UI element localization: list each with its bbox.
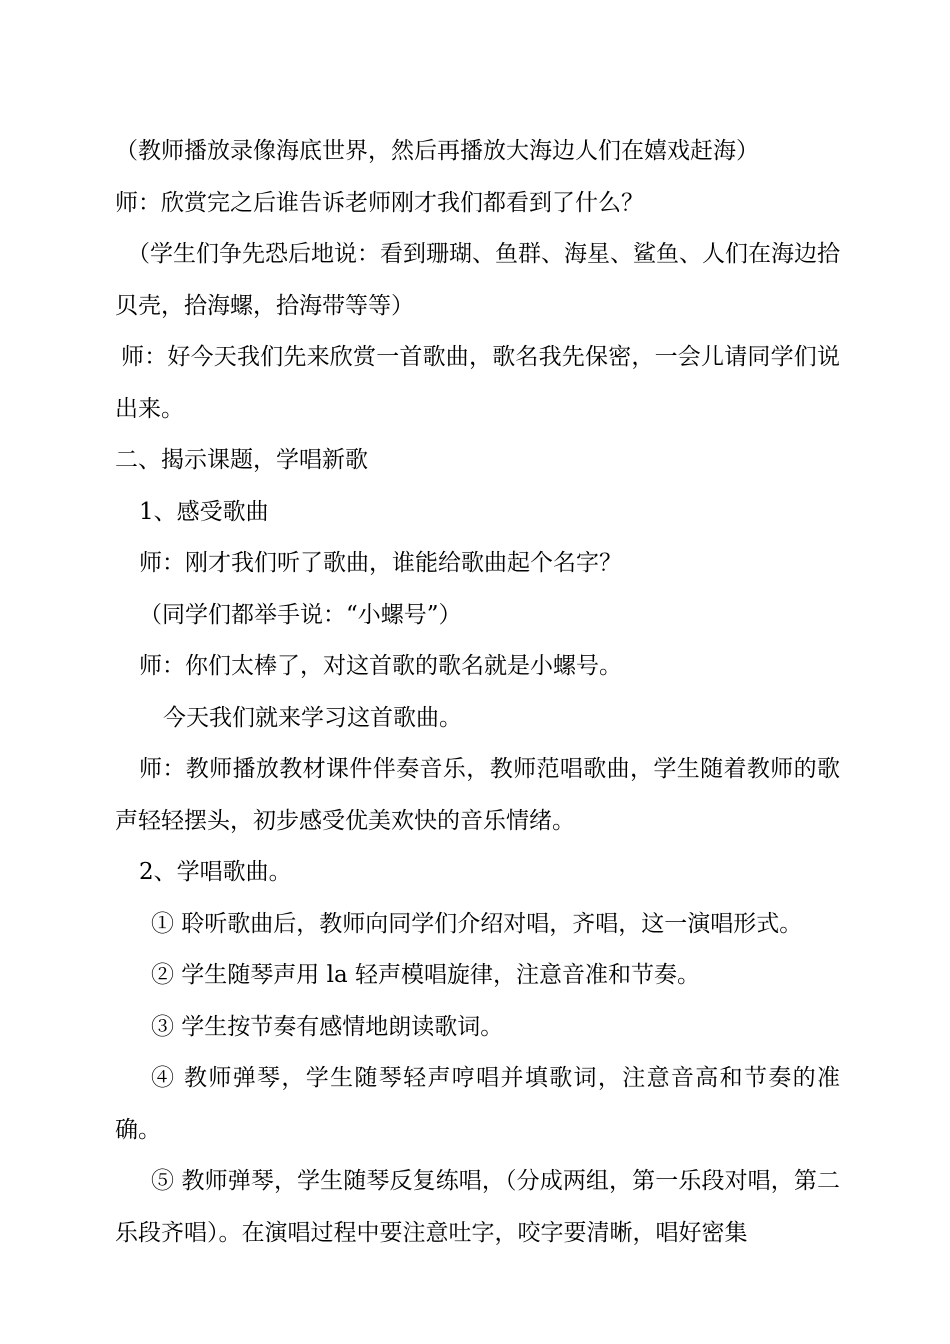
list-item-4: ④ 教师弹琴，学生随琴轻声哼唱并填歌词，注意音高和节奏的准确。 [115, 1065, 840, 1143]
list-item-2: ② 学生随琴声用 la 轻声模唱旋律，注意音准和节奏。 [151, 962, 701, 988]
paragraph-3: （学生们争先恐后地说：看到珊瑚、鱼群、海星、鲨鱼、人们在海边拾贝壳，拾海螺，拾海带等等） [115, 241, 840, 319]
list-item-3: ③ 学生按节奏有感情地朗读歌词。 [151, 1013, 504, 1040]
paragraph-6: （同学们都举手说：“小螺号”） [139, 601, 462, 628]
subsection-heading-1: 1、感受歌曲 [139, 498, 269, 525]
paragraph-4: 师：好今天我们先来欣赏一首歌曲，歌名我先保密，一会儿请同学们说出来。 [115, 344, 840, 422]
list-item-1: ① 聆听歌曲后，教师向同学们介绍对唱，齐唱，这一演唱形式。 [151, 910, 803, 937]
paragraph-8: 今天我们就来学习这首歌曲。 [163, 704, 462, 731]
paragraph-7: 师：你们太棒了，对这首歌的歌名就是小螺号。 [139, 653, 622, 679]
paragraph-2: 师：欣赏完之后谁告诉老师刚才我们都看到了什么？ [115, 189, 644, 216]
subsection-heading-2: 2、学唱歌曲。 [139, 859, 292, 885]
list-item-5: ⑤ 教师弹琴，学生随琴反复练唱，（分成两组，第一乐段对唱，第二乐段齐唱）。在演唱过程中要注意吐字，咬字要清晰，唱好密集 [115, 1168, 840, 1246]
paragraph-5: 师：刚才我们听了歌曲，谁能给歌曲起个名字？ [139, 550, 622, 576]
section-heading: 二、揭示课题，学唱新歌 [115, 447, 368, 473]
document-body [115, 126, 840, 1259]
paragraph-1: （教师播放录像海底世界，然后再播放大海边人们在嬉戏赶海） [115, 138, 759, 164]
paragraph-9: 师：教师播放教材课件伴奏音乐，教师范唱歌曲，学生随着教师的歌声轻轻摆头，初步感受优美欢快的音乐情绪。 [115, 756, 840, 834]
